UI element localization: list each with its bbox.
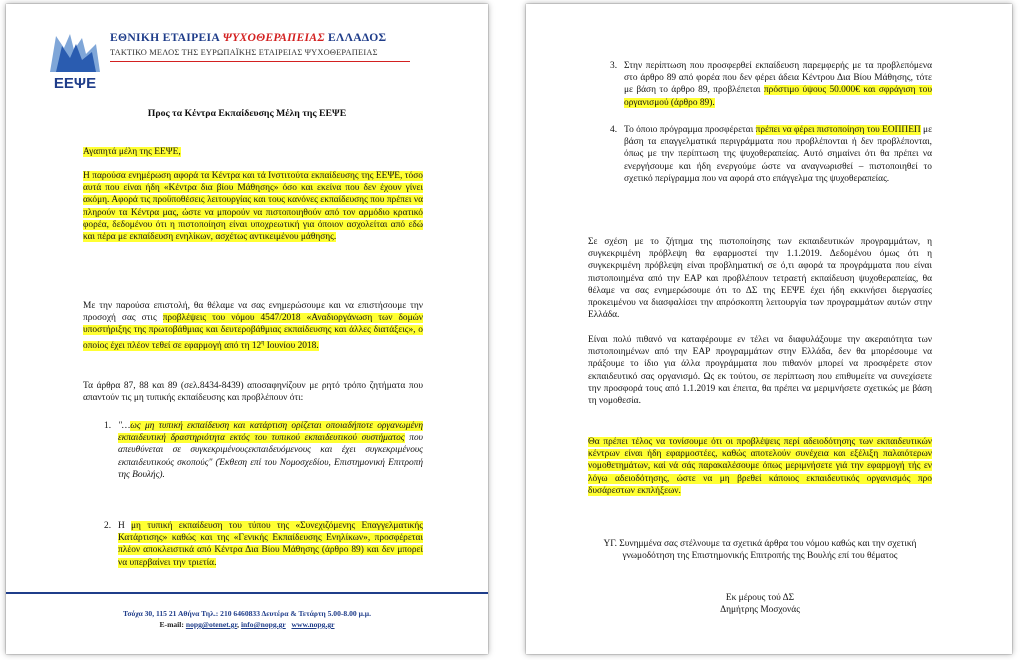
email-link-1[interactable]: nopg@otenet.gr xyxy=(185,620,238,629)
paragraph-articles: Τα άρθρα 87, 88 και 89 (σελ.8434-8439) αποσαφηνίζουν με ρητό τρόπο ζητήματα που απαντούν τις μη τυπικής εκπαίδευσης και προβλέπουν ότι: xyxy=(83,381,423,404)
footer-address: Τσόχα 30, 115 21 Αθήνα Τηλ.: 210 6460833 Δευτέρα & Τετάρτη 5.00-8.00 μ.μ. xyxy=(122,609,372,618)
list-item-3: Στην περίπτωση που προσφερθεί εκπαίδευση παρεμφερής με τα προβλεπόμενα στο άρθρο 89 από φορέα που δεν φέρει άδεια Κέντρου Δια Βίου Μάθησης, τότε με βάση το άρθρο 89, προβλέπεται πρόστιμο ύψους 50.000€ και σφράγιση του οργανισμού (άρθρο 89). xyxy=(624,61,932,108)
list-number-3: 3. xyxy=(610,61,618,71)
list-item-4: Το όποιο πρόγραμμα προσφέρεται πρέπει να φέρει πιστοποίηση του ΕΟΠΠΕΠ με βάση τα επαγγελματικά περιγράμματα που προβλέπονται ή δεν προβλέπονται, όπως με την περίπτωση της ψυχοθεραπείας. Αυτό σημαίνει ότι θα πρέπει να ενεργήσουμε και ήδη ενεργούμε ώστε να αναγνωρισθεί – πιστοποιηθεί το σχετικό περίγραμμα που να αφορά στο επάγγελμα της ψυχοθεραπείας. xyxy=(624,125,933,184)
postscript: ΥΓ. Συνημμένα σας στέλνουμε τα σχετικά άρθρα του νόμου καθώς και την σχετική γνωμοδότηση της Επιστημονικής Επιτροπής της Βουλής επί του θέματος xyxy=(603,539,917,562)
org-subtitle: ΤΑΚΤΙΚΟ ΜΕΛΟΣ ΤΗΣ ΕΥΡΩΠΑΪΚΗΣ ΕΤΑΙΡΕΙΑΣ ΨΥΧΟΘΕΡΑΠΕΙΑΣ xyxy=(110,48,378,57)
document-title: Προς τα Κέντρα Εκπαίδευσης Μέλη της ΕΕΨΕ xyxy=(147,108,347,119)
paragraph-certification: Σε σχέση με το ζήτημα της πιστοποίησης των εκπαιδευτικών προγραμμάτων, η συγκεκριμένη πρόβλεψη θα εφαρμοστεί την 1.1.2019. Δεδομένου όμως ότι η συγκεκριμένη πρόβλεψη είναι προβληματική σε ό,τι αφορά τα προγράμματα που είναι πιστοποιημένα από την ΕΑΡ και προβλέπουν τετραετή εκπαίδευση ψυχοθεραπείας, θα θέλαμε να σας ενημερώσουμε ότι το ΔΣ της ΕΕΨΕ έχει ήδη εκκινήσει διεργασίες προκειμένου να διασφαλίσει την απρόσκοπτη λειτουργία των προγραμμάτων αυτών στην Ελλάδα. xyxy=(588,237,932,321)
paragraph-law: Με την παρούσα επιστολή, θα θέλαμε να σας ενημερώσουμε και να επιστήσουμε την προσοχή σας στις προβλέψεις του νόμου 4547/2018 «Αναδιοργάνωση των δομών υποστήριξης της πρωτοβάθμιας και δευτεροβάθμιας εκπαίδευσης και άλλες διατάξεις», ο οποίος έχει πλέον τεθεί σε εφαρμογή από τη $12^\eta$ Ιουνίου 2018. xyxy=(83,301,424,351)
list-number-4: 4. xyxy=(610,125,618,135)
signature-line-1: Εκ μέρους τού ΔΣ xyxy=(725,593,795,603)
header-rule xyxy=(110,61,410,62)
paragraph-final: Θα πρέπει τέλος να τονίσουμε ότι οι προβλέψεις περί αδειοδότησης των εκπαιδευτικών κέντρων είναι ήδη εφαρμοστέες, καθώς αποτελούν συνέχεια και εξέλιξη παλαιότερων νομοθετημάτων, καί νά σάς παρακαλέσουμε όπως μεριμνήσετε γιά την εφαρμογή τής εν λόγω αδειοδότησης, ώστε να μη βρεθεί κάποιος εκπαιδευτικός οργανισμός προ δυσάρεστων εκπλήξεων. xyxy=(588,437,932,496)
eepse-logo xyxy=(46,28,104,92)
footer-contacts: E-mail: nopg@otenet.gr, info@nopg.gr www.nopg.gr xyxy=(159,620,335,629)
paragraph-intro: Η παρούσα ενημέρωση αφορά τα Κέντρα και τά Ινστιτούτα εκπαίδευσης της ΕΕΨΕ, τόσο αυτά που είναι ήδη «Κέντρα δια βίου Μάθησης» όσο και εκείνα που δεν έχουν γίνει ακόμη. Αφορά τις προϋποθέσεις λειτουργίας και τους κανόνες εκπαίδευσης που πρέπει να πληρούν τα Κέντρα μας, ώστε να μπορούν να πιστοποιηθούν από τον αρμόδιο κρατικό φορέα, δεδομένου ότι η πιστοποίηση είναι υποχρεωτική για όποιον ασχολείται από εδώ και πέρα με εκπαίδευση ενηλίκων, ασχέτως αντικειμένου μάθησης. xyxy=(83,171,423,243)
website-link[interactable]: www.nopg.gr xyxy=(291,620,335,629)
document-page-1 xyxy=(6,4,488,654)
list-item-1: "…ως μη τυπική εκπαίδευση και κατάρτιση ορίζεται οποιαδήποτε οργανωμένη εκπαιδευτική δραστηριότητα εκτός του τυπικού εκπαιδευτικού συστήματος που απευθύνεται σε συγκεκριμένουςεκπαιδευόμενους και έχει συγκεκριμένους εκπαιδευτικούς σκοπούς" (Έκθεση επί του Νομοσχεδίου, Επιστημονική Επιτροπή της Βουλής). xyxy=(118,421,423,480)
paragraph-probability: Είναι πολύ πιθανό να καταφέρουμε εν τέλει να διαφυλάξουμε την ακεραιότητα των πιστοποιημένων από την ΕΑΡ προγραμμάτων στην Ελλάδα, δεν θα μπορέσουμε να πράξουμε το ίδιο για άλλα προγράμματα που πιθανόν μπορεί να προσφέρετε στον εκπαιδευτικό σας οργανισμό. Ως εκ τούτου, σε περίπτωση που επιθυμείτε να συνεχίσετε την προσφορά τους από 1.1.2019 και έπειτα, θα πρέπει να μεριμνήσετε σχετικώς με βάση τη νομοθεσία. xyxy=(588,335,932,407)
logo-text: ΕΕΨΕ xyxy=(53,75,97,92)
greeting: Αγαπητά μέλη της ΕΕΨΕ, xyxy=(83,147,181,157)
list-number-1: 1. xyxy=(104,421,112,431)
list-number-2: 2. xyxy=(104,521,112,531)
footer-rule xyxy=(6,592,488,594)
document-page-2 xyxy=(526,4,1012,654)
signature-name: Δημήτρης Μοσχονάς xyxy=(720,605,800,615)
list-item-2: Η μη τυπική εκπαίδευση του τύπου της «Συνεχιζόμενης Επαγγελματικής Κατάρτισης» καθώς και της «Γενικής Εκπαίδευσης Ενηλίκων», προσφέρεται πλέον αποκλειστικά από Κέντρα Δια Βίου Μάθησης (άρθρο 89) και δεν μπορεί να υπερβαίνει την τριετία. xyxy=(118,521,423,568)
org-name: ΕΘΝΙΚΗ ΕΤΑΙΡΕΙΑ ΨΥΧΟΘΕΡΑΠΕΙΑΣ ΕΛΛΑΔΟΣ xyxy=(110,31,387,44)
email-link-2[interactable]: info@nopg.gr xyxy=(240,620,286,629)
